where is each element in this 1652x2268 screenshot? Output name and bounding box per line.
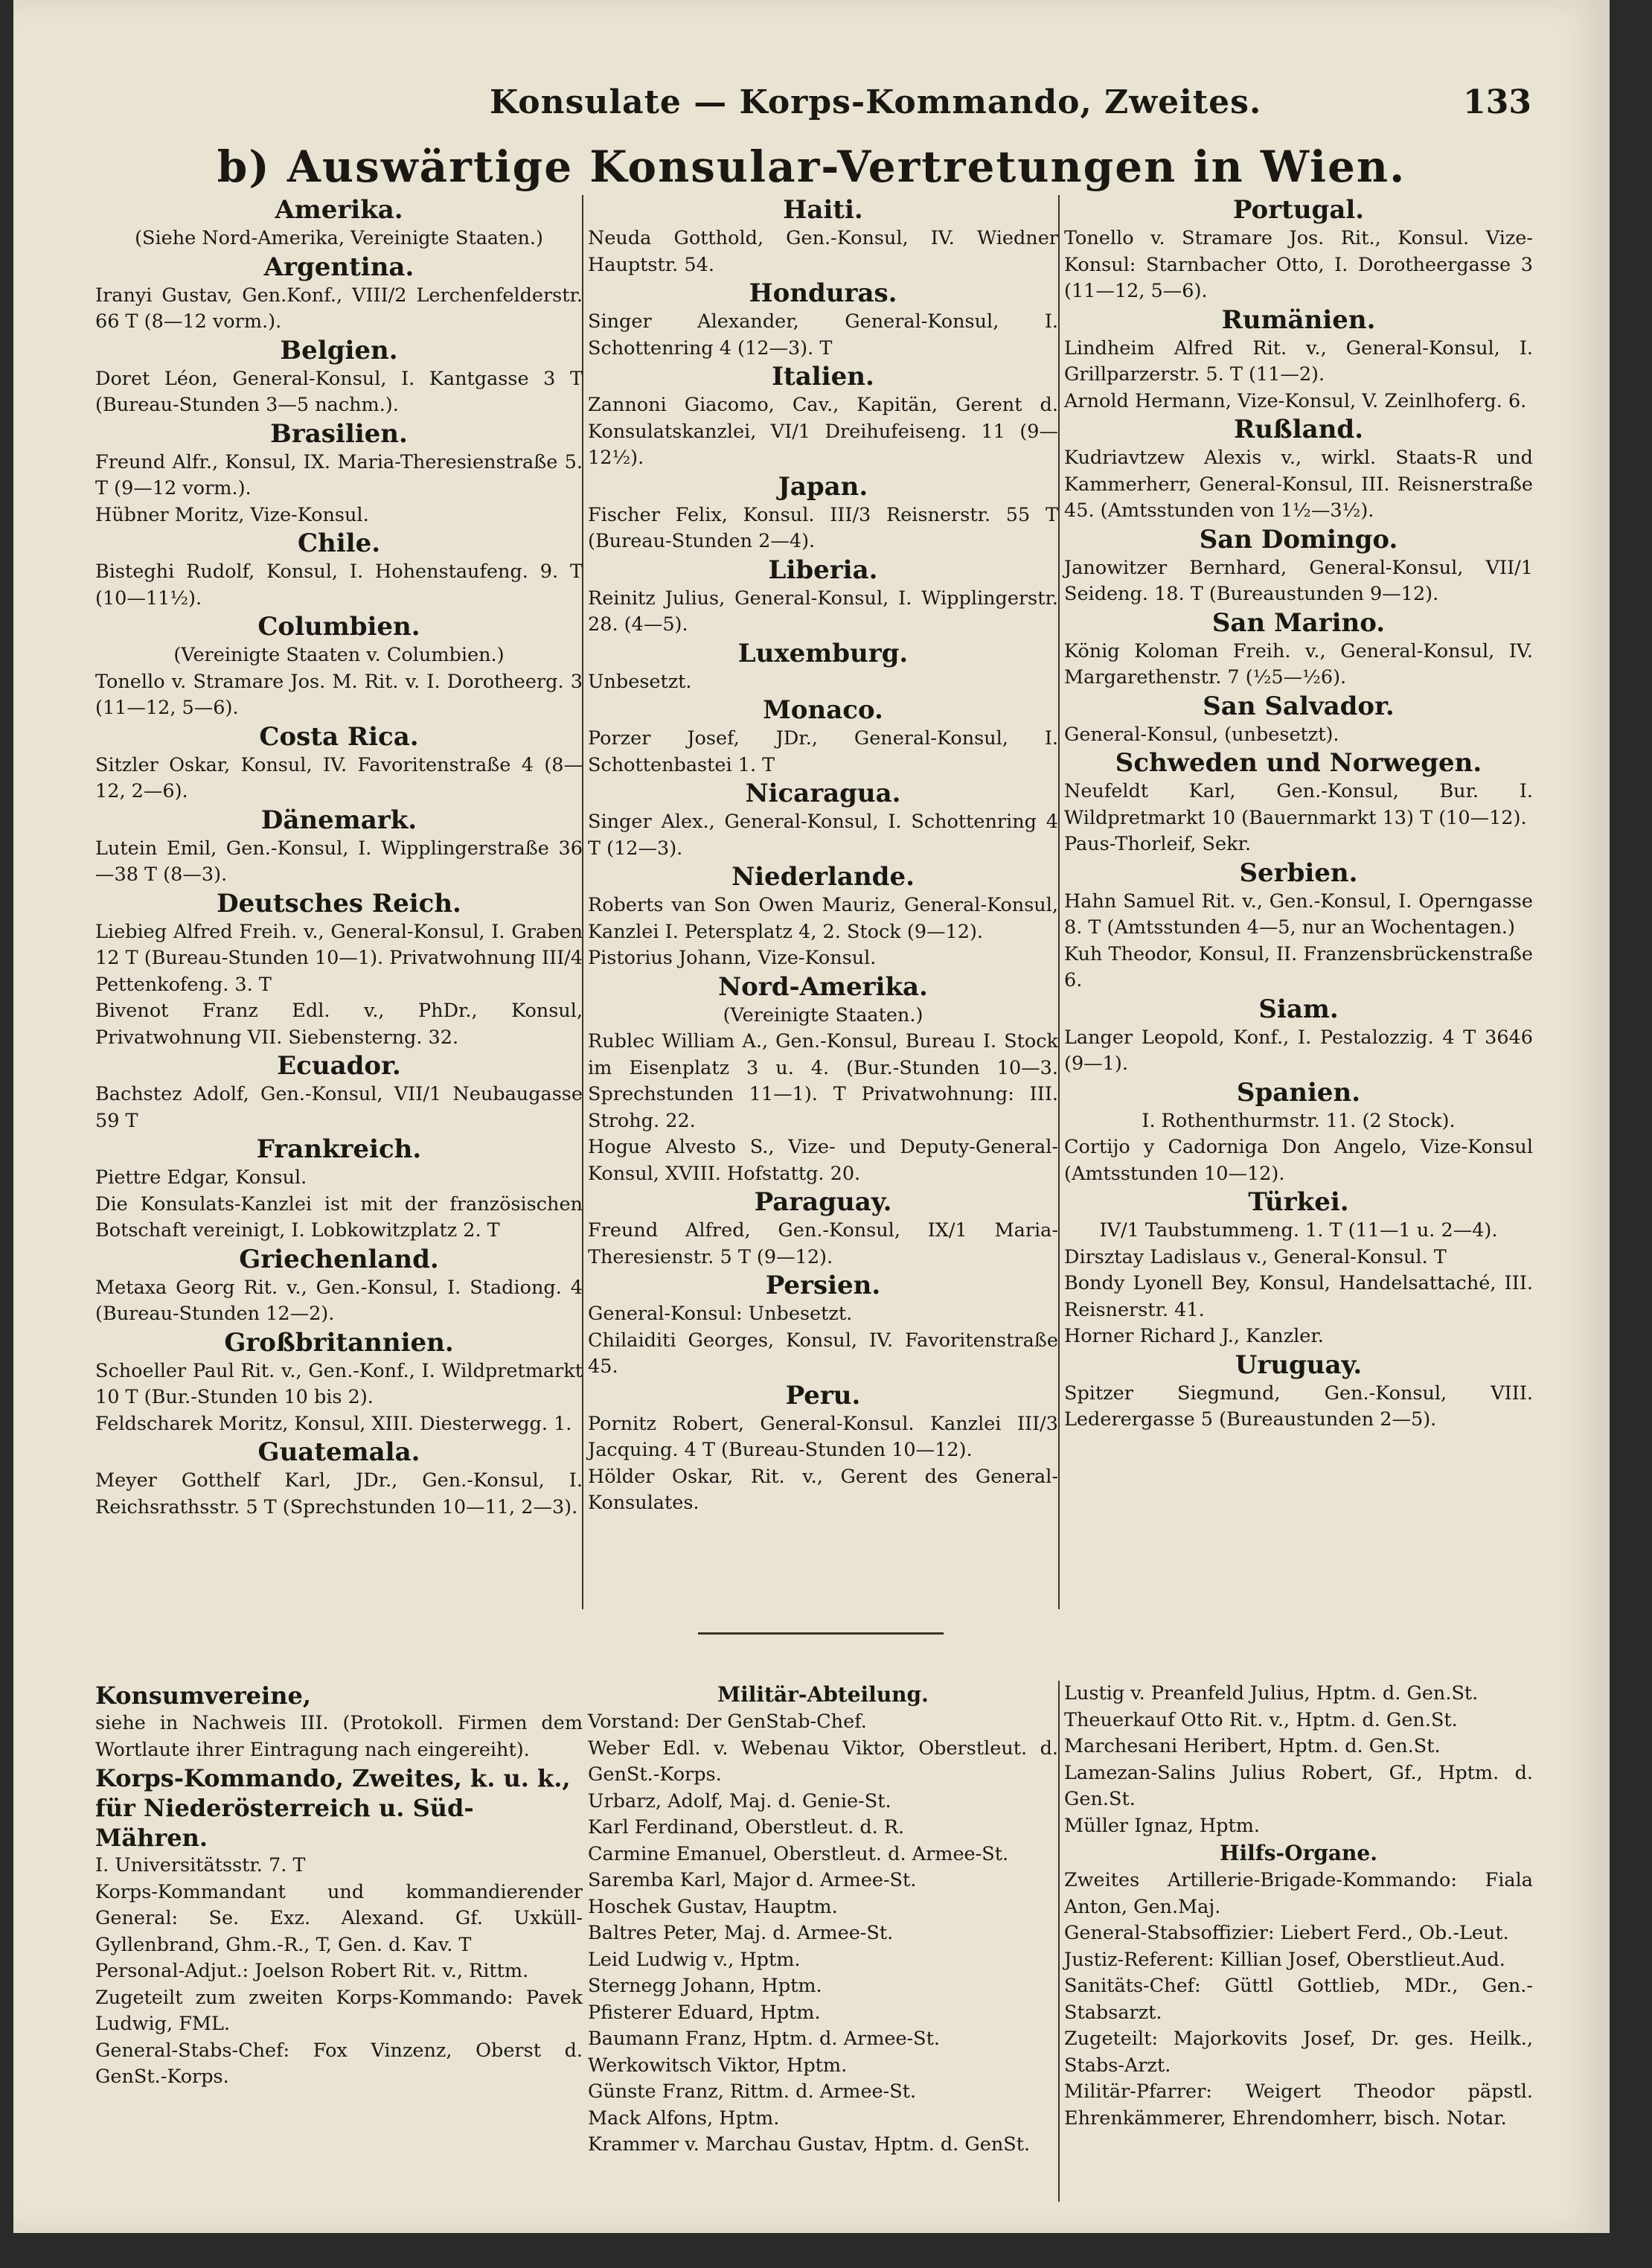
directory-entry: Neufeldt Karl, Gen.-Konsul, Bur. I. Wildpretmarkt 10 (Bauernmarkt 13) T (10—12). (1064, 780, 1533, 829)
country-heading: Uruguay. (1235, 1349, 1363, 1380)
directory-entry: Schoeller Paul Rit. v., Gen.-Konf., I. Wildpretmarkt 10 T (Bur.-Stunden 10 bis 2). (95, 1359, 583, 1408)
directory-entry: Lustig v. Preanfeld Julius, Hptm. d. Gen.St. (1064, 1682, 1479, 1705)
country-heading: Schweden und Norwegen. (1115, 748, 1482, 778)
column-1 (95, 195, 583, 1521)
country-heading: Rumänien. (1221, 304, 1376, 335)
country-heading: Brasilien. (270, 418, 408, 449)
directory-entry: Piettre Edgar, Konsul. (95, 1166, 307, 1189)
directory-entry: Singer Alex., General-Konsul, I. Schottenring 4 T (12—3). (588, 811, 1058, 860)
directory-entry: Bondy Lyonell Bey, Konsul, Handelsattaché, III. Reisnerstr. 41. (1064, 1272, 1533, 1321)
directory-entry: Weber Edl. v. Webenau Viktor, Oberstleut. d. GenSt.-Korps. (588, 1737, 1058, 1786)
directory-entry: Marchesani Heribert, Hptm. d. Gen.St. (1064, 1735, 1441, 1757)
directory-entry: Hübner Moritz, Vize-Konsul. (95, 503, 369, 526)
directory-entry: Freund Alfr., Konsul, IX. Maria-Theresienstraße 5. T (9—12 vorm.). (95, 450, 583, 499)
directory-entry: Meyer Gotthelf Karl, JDr., Gen.-Konsul, I. Reichsrathsstr. 5 T (Sprechstunden 10—11, 2—3). (95, 1469, 583, 1518)
country-heading: Honduras. (749, 278, 897, 308)
column-3 (1064, 195, 1533, 1434)
directory-entry: Günste Franz, Rittm. d. Armee-St. (588, 2080, 917, 2103)
country-heading: Nord-Amerika. (718, 971, 928, 1002)
country-heading: Siam. (1258, 994, 1339, 1024)
directory-entry: Roberts van Son Owen Mauriz, General-Konsul, Kanzlei I. Petersplatz 4, 2. Stock (9—12). (588, 894, 1058, 943)
country-heading: Niederlande. (731, 862, 915, 892)
directory-entry: Leid Ludwig v., Hptm. (588, 1948, 801, 1971)
directory-entry: Chilaiditi Georges, Konsul, IV. Favoritenstraße 45. (588, 1329, 1058, 1378)
country-heading: Frankreich. (256, 1134, 422, 1164)
directory-entry: Langer Leopold, Konf., I. Pestalozzig. 4 T 3646 (9—1). (1064, 1026, 1533, 1075)
directory-entry: Tonello v. Stramare Jos. M. Rit. v. I. Dorotheerg. 3 (11—12, 5—6). (95, 670, 583, 719)
column-divider (1058, 1681, 1060, 2202)
country-note: (Siehe Nord-Amerika, Vereinigte Staaten.) (135, 227, 543, 249)
directory-entry: Militär-Pfarrer: Weigert Theodor päpstl. Ehrenkämmerer, Ehrendomherr, bisch. Notar. (1064, 2080, 1533, 2130)
country-heading: Deutsches Reich. (217, 888, 461, 919)
subsection-heading: Militär-Abteilung. (717, 1682, 929, 1707)
country-heading: Türkei. (1248, 1187, 1349, 1217)
running-title: Konsulate — Korps-Kommando, Zweites. (490, 83, 1262, 121)
directory-entry: Bivenot Franz Edl. v., PhDr., Konsul, Privatwohnung VII. Siebensterng. 32. (95, 1000, 583, 1049)
directory-entry: Theuerkauf Otto Rit. v., Hptm. d. Gen.St. (1064, 1708, 1458, 1731)
directory-entry: Korps-Kommandant und kommandierender General: Se. Exz. Alexand. Gf. Uxküll-Gyllenbrand, Ghm.-R., T, Gen. d. Kav. T (95, 1880, 583, 1956)
directory-entry: Mack Alfons, Hptm. (588, 2106, 780, 2130)
column-2-lower (588, 1681, 1058, 2159)
directory-entry: Reinitz Julius, General-Konsul, I. Wipplingerstr. 28. (4—5). (588, 587, 1058, 636)
directory-entry: Neuda Gotthold, Gen.-Konsul, IV. Wiedner Hauptstr. 54. (588, 227, 1058, 276)
country-heading: Costa Rica. (259, 721, 419, 752)
directory-entry: Lindheim Alfred Rit. v., General-Konsul, I. Grillparzerstr. 5. T (11—2). (1064, 336, 1533, 386)
country-heading: San Salvador. (1203, 691, 1395, 721)
country-heading: San Marino. (1211, 607, 1386, 638)
directory-entry: Saremba Karl, Major d. Armee-St. (588, 1869, 917, 1891)
country-heading: Amerika. (275, 195, 403, 225)
country-note: I. Rothenthurmstr. 11. (2 Stock). (1142, 1109, 1456, 1132)
country-heading: Guatemala. (257, 1437, 420, 1467)
directory-entry: Zugeteilt zum zweiten Korps-Kommando: Pavek Ludwig, FML. (95, 1986, 583, 2035)
section-rule (698, 1632, 944, 1635)
directory-entry: Lamezan-Salins Julius Robert, Gf., Hptm. d. Gen.St. (1064, 1761, 1533, 1810)
directory-entry: Sitzler Oskar, Konsul, IV. Favoritenstraße 4 (8—12, 2—6). (95, 753, 583, 802)
country-heading: Paraguay. (754, 1187, 892, 1217)
directory-entry: General-Konsul, (unbesetzt). (1064, 723, 1339, 746)
directory-entry: Arnold Hermann, Vize-Konsul, V. Zeinlhoferg. 6. (1064, 389, 1527, 412)
directory-entry: Pornitz Robert, General-Konsul. Kanzlei III/3 Jacquing. 4 T (Bureau-Stunden 10—12). (588, 1412, 1058, 1461)
country-heading: Peru. (785, 1380, 861, 1411)
document-page (13, 0, 1610, 2233)
directory-entry: I. Universitätsstr. 7. T (95, 1854, 306, 1876)
country-heading: Japan. (778, 471, 868, 502)
country-heading: Argentina. (263, 252, 414, 282)
country-heading: Dänemark. (260, 805, 417, 835)
section-title: b) Auswärtige Konsular-Vertretungen in Wien. (217, 141, 1406, 192)
country-heading: Italien. (772, 362, 874, 392)
directory-entry: Carmine Emanuel, Oberstleut. d. Armee-St. (588, 1842, 1009, 1865)
column-1-lower (95, 1681, 583, 2091)
directory-entry: Pfisterer Eduard, Hptm. (588, 2001, 821, 2024)
block-heading: Konsumvereine, (95, 1681, 311, 1710)
column-2 (588, 195, 1058, 1517)
country-heading: San Domingo. (1199, 524, 1398, 555)
country-heading: Haiti. (783, 195, 863, 225)
directory-entry: Werkowitsch Viktor, Hptm. (588, 2054, 848, 2077)
directory-entry: Zugeteilt: Majorkovits Josef, Dr. ges. Heilk., Stabs-Arzt. (1064, 2028, 1533, 2077)
directory-entry: General-Konsul: Unbesetzt. (588, 1303, 853, 1325)
directory-entry: Die Konsulats-Kanzlei ist mit der französischen Botschaft vereinigt, I. Lobkowitzplatz 2. T (95, 1192, 583, 1242)
page-header (13, 83, 1610, 128)
column-3-lower (1064, 1681, 1533, 2132)
directory-entry: siehe in Nachweis III. (Protokoll. Firmen dem Wortlaute ihrer Eintragung nach eingereiht). (95, 1712, 583, 1761)
subsection-heading: Hilfs-Organe. (1220, 1841, 1377, 1865)
directory-entry: Freund Alfred, Gen.-Konsul, IX/1 Maria-Theresienstr. 5 T (9—12). (588, 1219, 1058, 1268)
directory-entry: Sanitäts-Chef: Güttl Gottlieb, MDr., Gen.-Stabsarzt. (1064, 1975, 1533, 2024)
country-heading: Serbien. (1239, 857, 1358, 888)
country-heading: Liberia. (768, 555, 878, 585)
country-heading: Großbritannien. (224, 1327, 454, 1358)
directory-entry: Feldscharek Moritz, Konsul, XIII. Diesterwegg. 1. (95, 1412, 572, 1435)
directory-entry: Tonello v. Stramare Jos. Rit., Konsul. Vize-Konsul: Starnbacher Otto, I. Dorotheergasse 3 (11—12, 5—6). (1064, 227, 1533, 302)
directory-entry: Singer Alexander, General-Konsul, I. Schottenring 4 (12—3). T (588, 310, 1058, 360)
country-heading: Belgien. (280, 335, 398, 365)
directory-entry: Metaxa Georg Rit. v., Gen.-Konsul, I. Stadiong. 4 (Bureau-Stunden 12—2). (95, 1276, 583, 1325)
directory-entry: Hahn Samuel Rit. v., Gen.-Konsul, I. Operngasse 8. T (Amtsstunden 4—5, nur an Wochentagen.) (1064, 889, 1533, 939)
directory-entry: Müller Ignaz, Hptm. (1064, 1814, 1260, 1837)
directory-entry: Dirsztay Ladislaus v., General-Konsul. T (1064, 1245, 1447, 1268)
block-heading: Korps-Kommando, Zweites, k. u. k., für Niederösterreich u. Süd-Mähren. (95, 1764, 571, 1852)
directory-entry: Personal-Adjut.: Joelson Robert Rit. v., Rittm. (95, 1960, 529, 1982)
country-heading: Persien. (765, 1271, 881, 1300)
directory-entry: Zweites Artillerie-Brigade-Kommando: Fiala Anton, Gen.Maj. (1064, 1869, 1533, 1918)
directory-entry: Unbesetzt. (588, 670, 692, 693)
directory-entry: Karl Ferdinand, Oberstleut. d. R. (588, 1816, 905, 1839)
directory-entry: Cortijo y Cadorniga Don Angelo, Vize-Konsul (Amtsstunden 10—12). (1064, 1136, 1533, 1185)
country-note: IV/1 Taubstummeng. 1. T (11—1 u. 2—4). (1099, 1219, 1498, 1242)
directory-entry: General-Stabsoffizier: Liebert Ferd., Ob.-Leut. (1064, 1922, 1509, 1944)
directory-entry: König Koloman Freih. v., General-Konsul, IV. Margarethenstr. 7 (½5—½6). (1064, 639, 1533, 689)
directory-entry: Rublec William A., Gen.-Konsul, Bureau I. Stock im Eisenplatz 3 u. 4. (Bur.-Stunden 10—3. Sprechstunden 11—1). T Privatwohnung: III. Strohg. 22. (588, 1030, 1058, 1132)
country-note: (Vereinigte Staaten.) (723, 1003, 923, 1026)
directory-entry: Justiz-Referent: Killian Josef, Oberstlieut.Aud. (1064, 1948, 1505, 1971)
country-heading: Spanien. (1236, 1077, 1361, 1108)
country-heading: Columbien. (257, 612, 420, 642)
directory-entry: Baumann Franz, Hptm. d. Armee-St. (588, 2028, 940, 2050)
country-heading: Portugal. (1232, 195, 1365, 225)
directory-entry: Krammer v. Marchau Gustav, Hptm. d. GenSt. (588, 2133, 1031, 2156)
column-divider (1058, 195, 1060, 1609)
directory-entry: Liebieg Alfred Freih. v., General-Konsul, I. Graben 12 T (Bureau-Stunden 10—1). Privatwohnung III/4 Pettenkofeng. 3. T (95, 920, 583, 996)
country-heading: Nicaragua. (745, 779, 901, 808)
country-heading: Luxemburg. (737, 638, 909, 668)
directory-entry: Hoschek Gustav, Hauptm. (588, 1895, 838, 1918)
directory-entry: Doret Léon, General-Konsul, I. Kantgasse 3 T (Bureau-Stunden 3—5 nachm.). (95, 367, 583, 416)
directory-entry: Zannoni Giacomo, Cav., Kapitän, Gerent d. Konsulatskanzlei, VI/1 Dreihufeiseng. 11 (9—12½). (588, 394, 1058, 469)
directory-entry: Porzer Josef, JDr., General-Konsul, I. Schottenbastei 1. T (588, 727, 1058, 776)
directory-entry: Kudriavtzew Alexis v., wirkl. Staats-R und Kammerherr, General-Konsul, III. Reisnerstraße 45. (Amtsstunden von 1½—3½). (1064, 447, 1533, 522)
directory-entry: Bisteghi Rudolf, Konsul, I. Hohenstaufeng. 9. T (10—11½). (95, 560, 583, 610)
country-heading: Monaco. (763, 695, 883, 725)
directory-entry: Urbarz, Adolf, Maj. d. Genie-St. (588, 1789, 891, 1812)
country-heading: Chile. (297, 528, 381, 558)
directory-entry: Fischer Felix, Konsul. III/3 Reisnerstr. 55 T (Bureau-Stunden 2—4). (588, 503, 1058, 552)
directory-entry: Hölder Oskar, Rit. v., Gerent des General-Konsulates. (588, 1465, 1058, 1514)
directory-entry: General-Stabs-Chef: Fox Vinzenz, Oberst d. GenSt.-Korps. (95, 2039, 583, 2088)
country-note: (Vereinigte Staaten v. Columbien.) (173, 644, 505, 666)
directory-entry: Vorstand: Der GenStab-Chef. (588, 1710, 867, 1733)
directory-entry: Paus-Thorleif, Sekr. (1064, 833, 1252, 855)
directory-entry: Sternegg Johann, Hptm. (588, 1975, 822, 1997)
directory-entry: Horner Richard J., Kanzler. (1064, 1325, 1324, 1347)
page-number: 133 (1463, 83, 1531, 121)
directory-entry: Baltres Peter, Maj. d. Armee-St. (588, 1922, 894, 1944)
country-heading: Ecuador. (277, 1051, 401, 1081)
directory-entry: Iranyi Gustav, Gen.Konf., VIII/2 Lerchenfelderstr. 66 T (8—12 vorm.). (95, 284, 583, 333)
directory-entry: Kuh Theodor, Konsul, II. Franzensbrückenstraße 6. (1064, 942, 1533, 991)
directory-entry: Bachstez Adolf, Gen.-Konsul, VII/1 Neubaugasse 59 T (95, 1083, 583, 1132)
country-heading: Rußland. (1233, 415, 1364, 444)
directory-entry: Pistorius Johann, Vize-Konsul. (588, 947, 877, 969)
directory-entry: Janowitzer Bernhard, General-Konsul, VII/1 Seideng. 18. T (Bureaustunden 9—12). (1064, 556, 1533, 605)
directory-entry: Spitzer Siegmund, Gen.-Konsul, VIII. Lederergasse 5 (Bureaustunden 2—5). (1064, 1381, 1533, 1431)
country-heading: Griechenland. (239, 1244, 439, 1274)
directory-entry: Lutein Emil, Gen.-Konsul, I. Wipplingerstraße 36—38 T (8—3). (95, 837, 583, 886)
directory-entry: Hogue Alvesto S., Vize- und Deputy-General-Konsul, XVIII. Hofstattg. 20. (588, 1136, 1058, 1185)
